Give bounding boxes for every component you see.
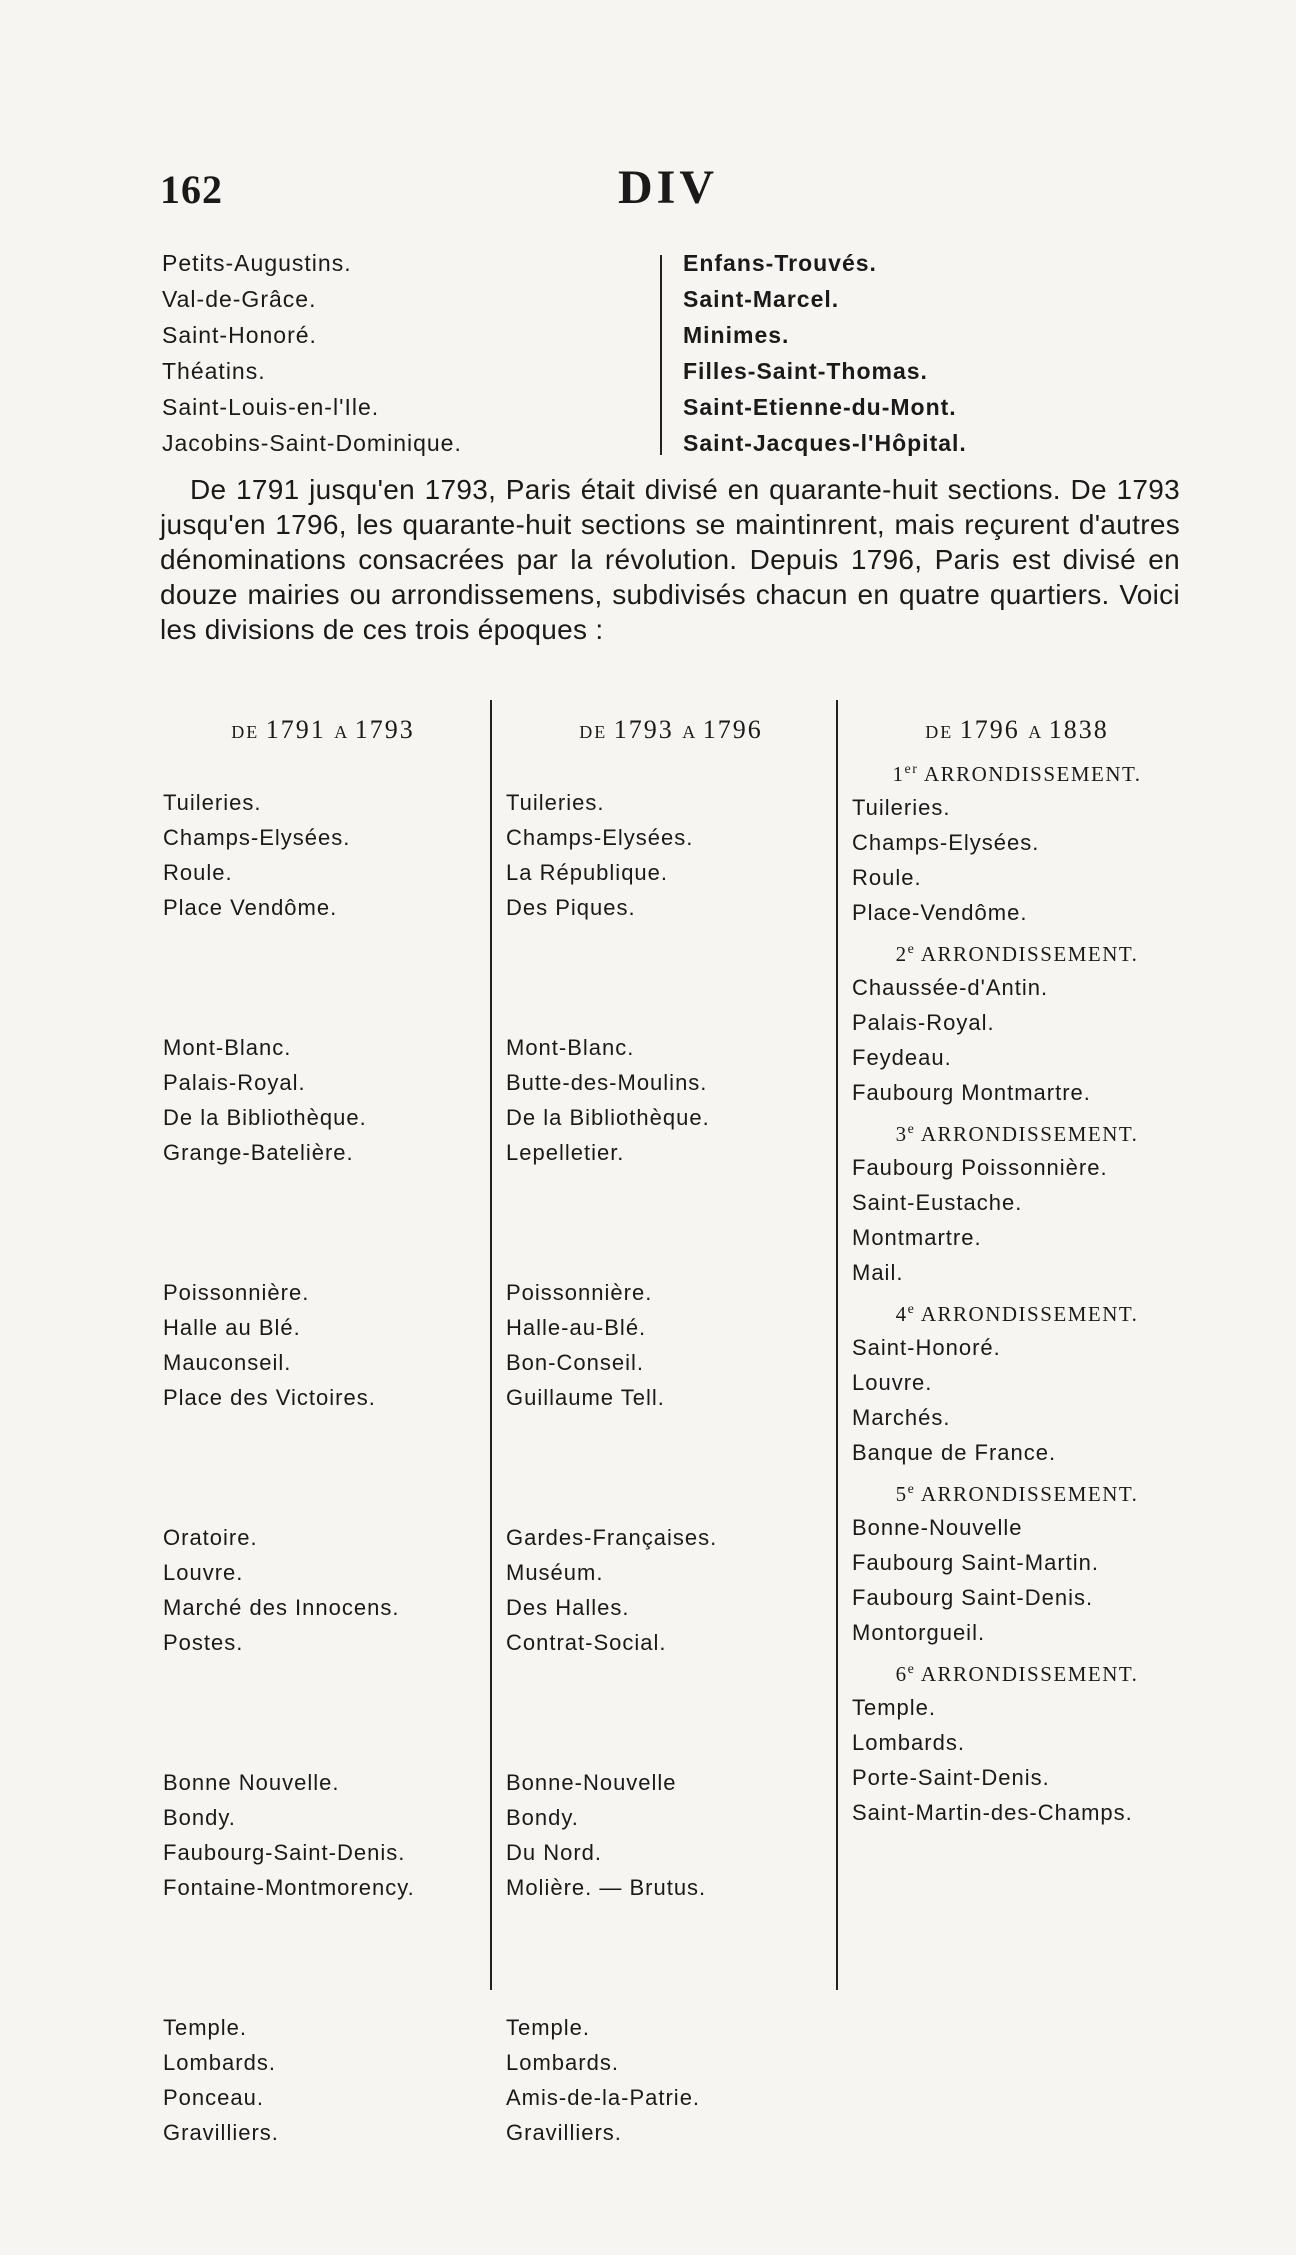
arrondissement-heading xyxy=(852,1470,1182,1510)
arrondissement-heading xyxy=(852,1110,1182,1150)
heading-separator: A xyxy=(334,722,355,742)
list-item: Postes. xyxy=(163,1630,244,1655)
top-list-right xyxy=(683,245,967,461)
list-item: Tuileries. xyxy=(163,790,262,815)
list-item: Mont-Blanc. xyxy=(506,1035,635,1060)
list-item: Poissonnière. xyxy=(163,1280,310,1305)
column-rule xyxy=(490,700,492,1990)
list-item: Lombards. xyxy=(163,2050,276,2075)
list-item: Tuileries. xyxy=(852,795,951,820)
list-item: Mauconseil. xyxy=(163,1350,292,1375)
list-item: Halle au Blé. xyxy=(163,1315,301,1340)
list-item: Jacobins-Saint-Dominique. xyxy=(162,430,462,456)
list-item: Guillaume Tell. xyxy=(506,1385,665,1410)
list-item: Palais-Royal. xyxy=(163,1070,306,1095)
list-item: Saint-Marcel. xyxy=(683,286,840,312)
list-item: Louvre. xyxy=(163,1560,244,1585)
intro-paragraph xyxy=(160,472,1180,647)
list-item: Bondy. xyxy=(506,1805,579,1830)
heading-separator: A xyxy=(1028,722,1049,742)
heading-from-year: 1796 xyxy=(959,715,1029,744)
list-item: Lombards. xyxy=(852,1730,965,1755)
arrondissement-ordinal: e xyxy=(907,1122,916,1137)
page-number: 162 xyxy=(160,167,223,212)
list-item: Filles-Saint-Thomas. xyxy=(683,358,928,384)
arrondissement-ordinal: er xyxy=(904,762,919,777)
arrondissement-number: 1 xyxy=(892,762,905,786)
arrondissement-ordinal: e xyxy=(907,1482,916,1497)
list-item: Temple. xyxy=(163,2015,248,2040)
list-item: Halle-au-Blé. xyxy=(506,1315,647,1340)
spacer xyxy=(506,1660,836,1765)
list-item: Temple. xyxy=(852,1695,937,1720)
list-item: Saint-Louis-en-l'Ile. xyxy=(162,394,380,420)
arrondissement-label: ARRONDISSEMENT. xyxy=(915,1302,1139,1326)
column-1791-1793 xyxy=(163,710,483,2150)
list-item: Faubourg Saint-Martin. xyxy=(852,1550,1099,1575)
list-item: Poissonnière. xyxy=(506,1280,653,1305)
paragraph-text: De 1791 jusqu'en 1793, Paris était divisé en quarante-huit sections. De 1793 jusqu'en 1796, les quarante-huit sections se maintinrent, mais reçurent d'autres dénominations consacrées par la révolution. Depuis 1796, Paris est divisé en douze mairies ou arrondissemens, subdivisés chacun en quatre quartiers. Voici les divisions de ces trois époques : xyxy=(160,474,1180,645)
list-item: Bon-Conseil. xyxy=(506,1350,644,1375)
arrondissement-label: ARRONDISSEMENT. xyxy=(915,1482,1139,1506)
list-item: Mail. xyxy=(852,1260,904,1285)
arrondissement-number: 2 xyxy=(895,942,908,966)
list-item: Banque de France. xyxy=(852,1440,1057,1465)
list-item: Saint-Honoré. xyxy=(162,322,317,348)
list-item: Palais-Royal. xyxy=(852,1010,995,1035)
arrondissement-ordinal: e xyxy=(907,1662,916,1677)
top-list-left xyxy=(162,245,462,461)
spacer xyxy=(163,1170,483,1275)
list-item: Enfans-Trouvés. xyxy=(683,250,877,276)
list-item: Place Vendôme. xyxy=(163,895,338,920)
list-item: Temple. xyxy=(506,2015,591,2040)
spacer xyxy=(506,1170,836,1275)
list-item: Faubourg Montmartre. xyxy=(852,1080,1091,1105)
list-item: Roule. xyxy=(852,865,922,890)
list-item: Porte-Saint-Denis. xyxy=(852,1765,1050,1790)
arrondissement-label: ARRONDISSEMENT. xyxy=(915,1662,1139,1686)
list-item: Saint-Etienne-du-Mont. xyxy=(683,394,957,420)
arrondissement-number: 5 xyxy=(895,1482,908,1506)
heading-prefix: DE xyxy=(579,722,614,742)
spacer xyxy=(506,1905,836,2010)
list-item: Minimes. xyxy=(683,322,790,348)
list-item: De la Bibliothèque. xyxy=(506,1105,710,1130)
list-item: Bonne-Nouvelle xyxy=(852,1515,1023,1540)
list-item: Contrat-Social. xyxy=(506,1630,667,1655)
list-item: Place des Victoires. xyxy=(163,1385,376,1410)
list-item: Marché des Innocens. xyxy=(163,1595,400,1620)
spacer xyxy=(163,1660,483,1765)
spacer xyxy=(506,925,836,1030)
list-item: De la Bibliothèque. xyxy=(163,1105,367,1130)
column-1796-1838 xyxy=(852,710,1182,1830)
heading-from-year: 1793 xyxy=(613,715,683,744)
list-item: Louvre. xyxy=(852,1370,933,1395)
arrondissement-heading xyxy=(852,1650,1182,1690)
arrondissement-label: ARRONDISSEMENT. xyxy=(915,1122,1139,1146)
list-item: Saint-Martin-des-Champs. xyxy=(852,1800,1133,1825)
list-item: Petits-Augustins. xyxy=(162,250,352,276)
list-item: Marchés. xyxy=(852,1405,951,1430)
list-item: Tuileries. xyxy=(506,790,605,815)
list-item: Montmartre. xyxy=(852,1225,982,1250)
list-item: Chaussée-d'Antin. xyxy=(852,975,1049,1000)
list-item: Muséum. xyxy=(506,1560,604,1585)
list-item: Bondy. xyxy=(163,1805,236,1830)
running-head: DIV xyxy=(618,161,719,214)
list-item: Du Nord. xyxy=(506,1840,603,1865)
list-item: Butte-des-Moulins. xyxy=(506,1070,708,1095)
list-item: Bonne Nouvelle. xyxy=(163,1770,340,1795)
spacer xyxy=(163,750,483,785)
column-rule xyxy=(836,700,838,1990)
heading-to-year: 1838 xyxy=(1048,715,1109,744)
column-heading xyxy=(163,710,483,750)
list-item: Feydeau. xyxy=(852,1045,952,1070)
list-item: Molière. — Brutus. xyxy=(506,1875,707,1900)
arrondissement-ordinal: e xyxy=(907,1302,916,1317)
spacer xyxy=(506,1415,836,1520)
list-item: Saint-Jacques-l'Hôpital. xyxy=(683,430,967,456)
arrondissement-number: 3 xyxy=(895,1122,908,1146)
list-item: Roule. xyxy=(163,860,233,885)
list-item: Des Halles. xyxy=(506,1595,630,1620)
list-item: Faubourg-Saint-Denis. xyxy=(163,1840,406,1865)
arrondissement-heading xyxy=(852,1290,1182,1330)
spacer xyxy=(163,1415,483,1520)
list-item: Gravilliers. xyxy=(163,2120,279,2145)
column-1793-1796 xyxy=(506,710,836,2150)
column-heading xyxy=(506,710,836,750)
list-item: Saint-Honoré. xyxy=(852,1335,1001,1360)
list-item: Val-de-Grâce. xyxy=(162,286,317,312)
heading-to-year: 1796 xyxy=(702,715,763,744)
list-item: La République. xyxy=(506,860,669,885)
list-item: Grange-Batelière. xyxy=(163,1140,354,1165)
arrondissement-heading xyxy=(852,750,1182,790)
heading-prefix: DE xyxy=(925,722,960,742)
list-item: Bonne-Nouvelle xyxy=(506,1770,677,1795)
spacer xyxy=(506,750,836,785)
list-item: Champs-Elysées. xyxy=(506,825,694,850)
arrondissement-heading xyxy=(852,930,1182,970)
arrondissement-label: ARRONDISSEMENT. xyxy=(915,942,1139,966)
list-item: Gravilliers. xyxy=(506,2120,622,2145)
list-item: Saint-Eustache. xyxy=(852,1190,1023,1215)
column-rule xyxy=(660,255,662,455)
list-item: Des Piques. xyxy=(506,895,636,920)
column-heading xyxy=(852,710,1182,750)
heading-from-year: 1791 xyxy=(265,715,335,744)
list-item: Lombards. xyxy=(506,2050,619,2075)
heading-to-year: 1793 xyxy=(354,715,415,744)
list-item: Amis-de-la-Patrie. xyxy=(506,2085,701,2110)
list-item: Théatins. xyxy=(162,358,266,384)
list-item: Faubourg Saint-Denis. xyxy=(852,1585,1094,1610)
arrondissement-number: 4 xyxy=(895,1302,908,1326)
list-item: Place-Vendôme. xyxy=(852,900,1028,925)
list-item: Gardes-Françaises. xyxy=(506,1525,718,1550)
spacer xyxy=(163,1905,483,2010)
list-item: Champs-Elysées. xyxy=(852,830,1040,855)
list-item: Mont-Blanc. xyxy=(163,1035,292,1060)
list-item: Champs-Elysées. xyxy=(163,825,351,850)
list-item: Lepelletier. xyxy=(506,1140,625,1165)
list-item: Faubourg Poissonnière. xyxy=(852,1155,1108,1180)
list-item: Ponceau. xyxy=(163,2085,264,2110)
heading-separator: A xyxy=(682,722,703,742)
arrondissement-ordinal: e xyxy=(907,942,916,957)
list-item: Fontaine-Montmorency. xyxy=(163,1875,415,1900)
arrondissement-number: 6 xyxy=(895,1662,908,1686)
spacer xyxy=(163,925,483,1030)
heading-prefix: DE xyxy=(231,722,266,742)
list-item: Montorgueil. xyxy=(852,1620,986,1645)
arrondissement-label: ARRONDISSEMENT. xyxy=(918,762,1142,786)
list-item: Oratoire. xyxy=(163,1525,258,1550)
